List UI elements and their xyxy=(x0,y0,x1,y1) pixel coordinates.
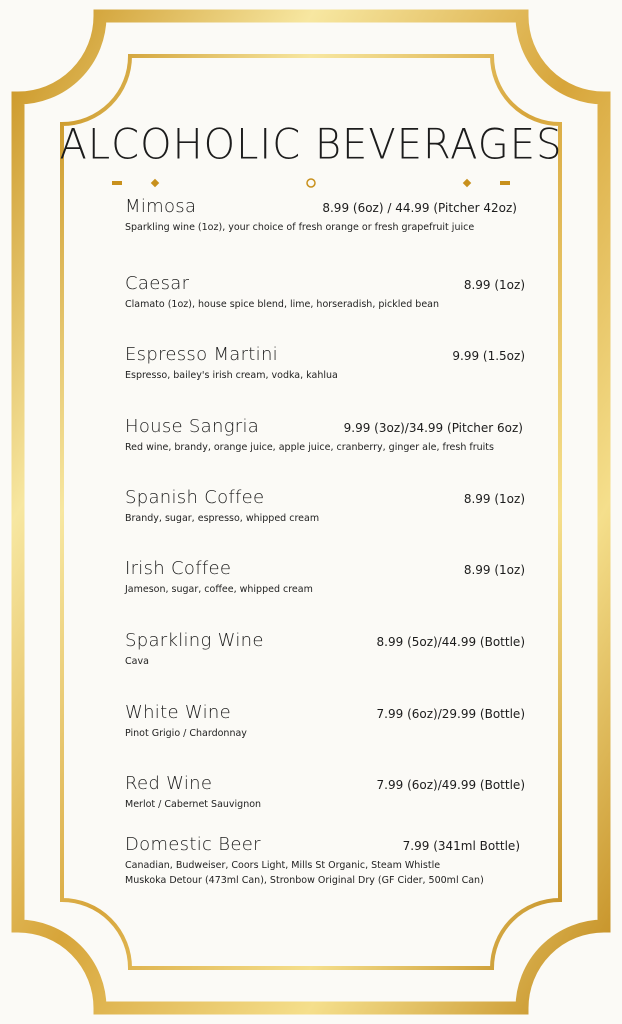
menu-item xyxy=(125,273,525,312)
item-name: Espresso Martini xyxy=(125,344,278,365)
item-price: 8.99 (1oz) xyxy=(463,492,525,506)
item-name: White Wine xyxy=(125,702,231,723)
menu-item xyxy=(125,487,525,526)
item-price: 8.99 (6oz) / 44.99 (Pitcher 42oz) xyxy=(322,201,517,215)
page-title: ALCOHOLIC BEVERAGES xyxy=(59,120,563,170)
item-description: Clamato (1oz), house spice blend, lime, horseradish, pickled bean xyxy=(125,299,440,310)
menu-item xyxy=(125,773,525,812)
item-description: Espresso, bailey's irish cream, vodka, kahlua xyxy=(125,370,338,381)
menu-item xyxy=(125,702,525,741)
item-description: Muskoka Detour (473ml Can), Stronbow Original Dry (GF Cider, 500ml Can) xyxy=(125,875,484,886)
menu-item xyxy=(125,344,525,383)
item-description: Canadian, Budweiser, Coors Light, Mills St Organic, Steam Whistle xyxy=(125,860,441,871)
item-name: Mimosa xyxy=(125,196,197,217)
item-price: 7.99 (341ml Bottle) xyxy=(402,839,520,853)
item-price: 8.99 (1oz) xyxy=(463,563,525,577)
menu-item xyxy=(125,834,520,888)
item-description: Red wine, brandy, orange juice, apple juice, cranberry, ginger ale, fresh fruits xyxy=(125,442,494,453)
item-name: Irish Coffee xyxy=(125,558,232,579)
menu-item xyxy=(125,630,525,669)
item-name: Red Wine xyxy=(125,773,213,794)
item-description: Jameson, sugar, coffee, whipped cream xyxy=(125,584,313,595)
item-description: Brandy, sugar, espresso, whipped cream xyxy=(125,513,320,524)
item-description: Sparkling wine (1oz), your choice of fresh orange or fresh grapefruit juice xyxy=(125,222,475,233)
menu-item xyxy=(125,558,525,597)
ornament-divider xyxy=(112,176,510,190)
item-price: 8.99 (1oz) xyxy=(463,278,525,292)
item-name: House Sangria xyxy=(125,416,260,437)
item-price: 9.99 (1.5oz) xyxy=(452,349,525,363)
menu-item xyxy=(125,196,517,235)
item-name: Caesar xyxy=(125,273,190,294)
item-description: Pinot Grigio / Chardonnay xyxy=(125,728,247,739)
item-name: Domestic Beer xyxy=(125,834,261,855)
item-price: 7.99 (6oz)/49.99 (Bottle) xyxy=(376,778,525,792)
item-description: Merlot / Cabernet Sauvignon xyxy=(125,799,262,810)
item-name: Spanish Coffee xyxy=(125,487,265,508)
menu-item xyxy=(125,416,523,455)
item-price: 8.99 (5oz)/44.99 (Bottle) xyxy=(376,635,525,649)
item-price: 9.99 (3oz)/34.99 (Pitcher 6oz) xyxy=(343,421,523,435)
item-price: 7.99 (6oz)/29.99 (Bottle) xyxy=(376,707,525,721)
item-description: Cava xyxy=(125,656,149,667)
item-name: Sparkling Wine xyxy=(125,630,264,651)
